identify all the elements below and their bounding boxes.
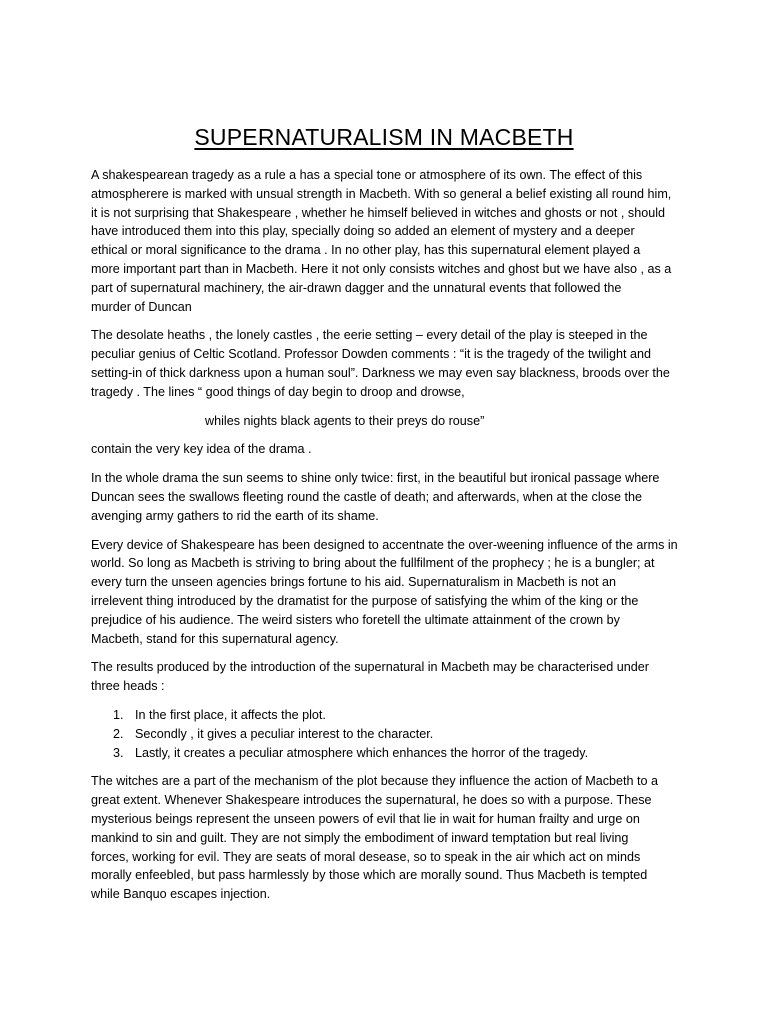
text-line: murder of Duncan: [91, 299, 192, 314]
paragraph-key-idea: [91, 440, 691, 459]
text-line: Macbeth, stand for this supernatural agency.: [91, 631, 339, 646]
text-line: while Banquo escapes injection.: [91, 887, 271, 902]
text-line: contain the very key idea of the drama .: [91, 442, 312, 457]
text-line: avenging army gathers to rid the earth of its shame.: [91, 508, 379, 523]
text-line: prejudice of his audience. The weird sisters who foretell the ultimate attainment of the crown by: [91, 612, 620, 627]
text-line: mankind to sin and guilt. They are not simply the embodiment of inward temptation but real living: [91, 830, 629, 845]
paragraph-device: [91, 536, 691, 649]
paragraph-sun: [91, 469, 691, 525]
text-line: forces, working for evil. They are seats of moral desease, so to speak in the air which act on minds: [91, 849, 641, 864]
text-line: Every device of Shakespeare has been designed to accentnate the over-weening influence of the arms in: [91, 537, 678, 552]
text-line: world. So long as Macbeth is striving to bring about the fullfilment of the prophecy ; he is a bungler; at: [91, 556, 655, 571]
text-line: great extent. Whenever Shakespeare introduces the supernatural, he does so with a purpose. These: [91, 793, 652, 808]
text-line: mysterious beings represent the unseen powers of evil that lie in wait for human frailty and urge on: [91, 811, 640, 826]
list-text: Lastly, it creates a peculiar atmosphere which enhances the horror of the tragedy.: [135, 745, 589, 760]
text-line: three heads :: [91, 679, 165, 694]
text-line: have introduced them into this play, specially doing so added an element of mystery and a deeper: [91, 224, 635, 239]
text-line: setting-in of thick darkness upon a human soul”. Darkness we may even say blackness, broods over the: [91, 365, 670, 380]
text-line: In the whole drama the sun seems to shine only twice: first, in the beautiful but ironical passage where: [91, 471, 660, 486]
text-line: A shakespearean tragedy as a rule a has a special tone or atmosphere of its own. The effect of this: [91, 168, 643, 182]
text-line: The desolate heaths , the lonely castles , the eerie setting – every detail of the play is steeped in the: [91, 328, 648, 343]
document-title: SUPERNATURALISM IN MACBETH: [194, 124, 574, 150]
list-item: [91, 706, 691, 725]
text-line: The results produced by the introduction of the supernatural in Macbeth may be characterised under: [91, 660, 649, 675]
list-number: 3.: [113, 745, 124, 760]
text-line: every turn the unseen agencies brings fortune to his aid. Supernaturalism in Macbeth is not an: [91, 575, 617, 590]
text-line: ethical or moral significance to the drama . In no other play, has this supernatural element played a: [91, 243, 641, 258]
text-line: more important part than in Macbeth. Here it not only consists witches and ghost but we have also , as a: [91, 261, 672, 276]
list-text: Secondly , it gives a peculiar interest to the character.: [135, 726, 434, 741]
text-line: atmospherere is marked with unsual strength in Macbeth. With so general a belief existing all round him,: [91, 186, 672, 201]
heads-list: [91, 706, 691, 762]
text-line: part of supernatural machinery, the air-drawn dagger and the unnatural events that followed the: [91, 280, 622, 295]
text-line: morally enfeebled, but pass harmlessly by those which are morally sound. Thus Macbeth is tempted: [91, 868, 648, 883]
list-item: [91, 744, 691, 763]
document-body: [91, 166, 691, 914]
paragraph-results: [91, 658, 691, 696]
list-text: In the first place, it affects the plot.: [135, 707, 326, 722]
text-line: The witches are a part of the mechanism of the plot because they influence the action of Macbeth to a: [91, 774, 659, 789]
paragraph-witches: [91, 772, 691, 904]
list-item: [91, 725, 691, 744]
text-line: Duncan sees the swallows fleeting round the castle of death; and afterwards, when at the close the: [91, 489, 642, 504]
text-line: irrelevent thing introduced by the dramatist for the purpose of satisfying the whim of the king or the: [91, 593, 639, 608]
list-number: 2.: [113, 726, 124, 741]
paragraph-setting: [91, 326, 691, 401]
list-number: 1.: [113, 707, 124, 722]
text-line: tragedy . The lines “ good things of day begin to droop and drowse,: [91, 384, 465, 399]
paragraph-intro: [91, 166, 691, 316]
quoted-line: whiles nights black agents to their preys do rouse”: [205, 413, 485, 428]
text-line: it is not surprising that Shakespeare , whether he himself believed in witches and ghosts or not , should: [91, 205, 666, 220]
text-line: peculiar genius of Celtic Scotland. Professor Dowden comments : “it is the tragedy of the twilight and: [91, 347, 651, 362]
